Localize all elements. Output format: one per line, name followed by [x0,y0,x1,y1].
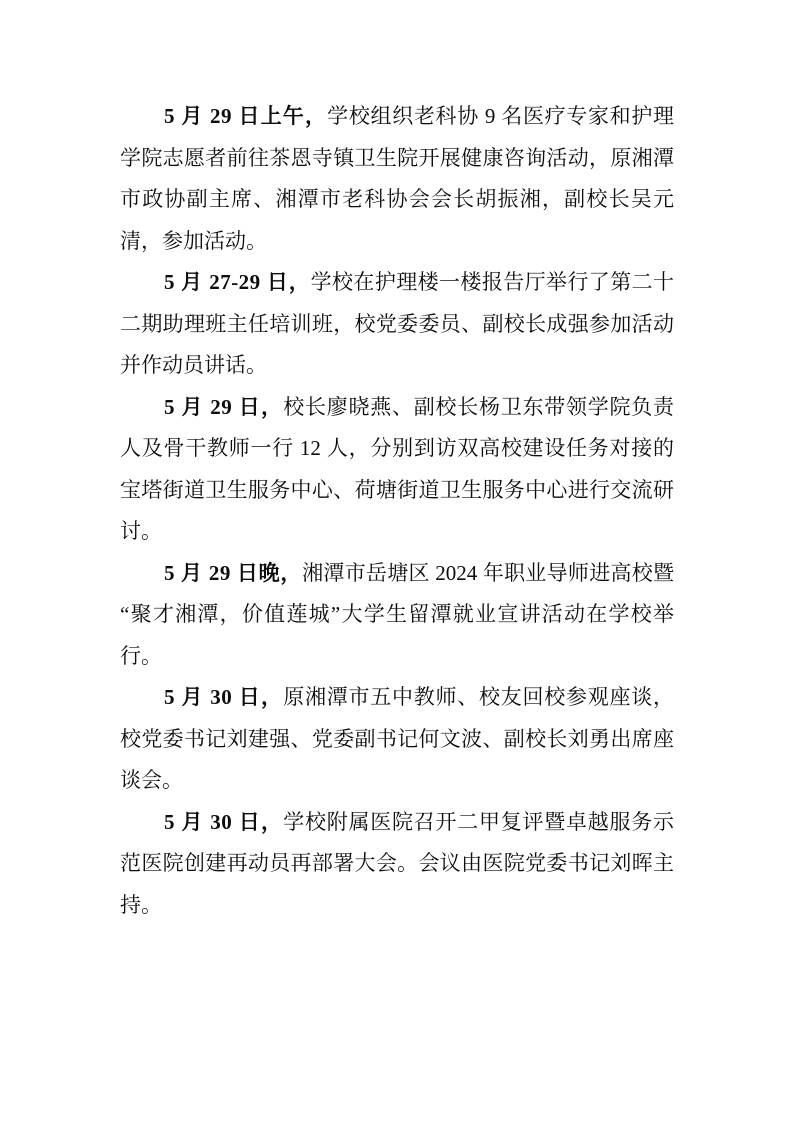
paragraph-6-date: 5 月 30 日， [164,809,284,834]
paragraph-2-date: 5 月 27-29 日， [164,270,311,294]
paragraph-1 [120,96,674,262]
paragraph-2-text: 学校在护理楼一楼报告厅举行了第二十二期助理班主任培训班，校党委委员、副校长成强参加活动并作动员讲话。 [120,270,675,377]
paragraph-4-date: 5 月 29 日晚， [164,560,303,585]
paragraph-3 [120,387,674,553]
paragraph-2 [120,262,674,387]
paragraph-3-text: 校长廖晓燕、副校长杨卫东带领学院负责人及骨干教师一行 12 人，分别到访双高校建设任务对接的宝塔街道卫生服务中心、荷塘街道卫生服务中心进行交流研讨。 [120,394,674,543]
paragraph-5-text: 原湘潭市五中教师、校友回校参观座谈，校党委书记刘建强、党委副书记何文波、副校长刘勇出席座谈会。 [120,685,674,792]
paragraph-1-date: 5 月 29 日上午， [164,104,328,128]
paragraph-4-text: 湘潭市岳塘区 2024 年职业导师进高校暨“聚才湘潭，价值莲城”大学生留潭就业宣讲活动在学校举行。 [120,560,675,668]
paragraph-3-date: 5 月 29 日， [164,394,284,419]
paragraph-1-text: 学校组织老科协 9 名医疗专家和护理学院志愿者前往茶恩寺镇卫生院开展健康咨询活动，原湘潭市政协副主席、湘潭市老科协会会长胡振湘，副校长吴元清，参加活动。 [120,104,675,253]
paragraph-5 [120,677,674,802]
document-body [120,96,674,926]
paragraph-4 [120,553,674,678]
paragraph-6 [120,802,674,927]
paragraph-6-text: 学校附属医院召开二甲复评暨卓越服务示范医院创建再动员再部署大会。会议由医院党委书记刘晖主持。 [120,809,674,917]
paragraph-5-date: 5 月 30 日， [164,685,284,709]
